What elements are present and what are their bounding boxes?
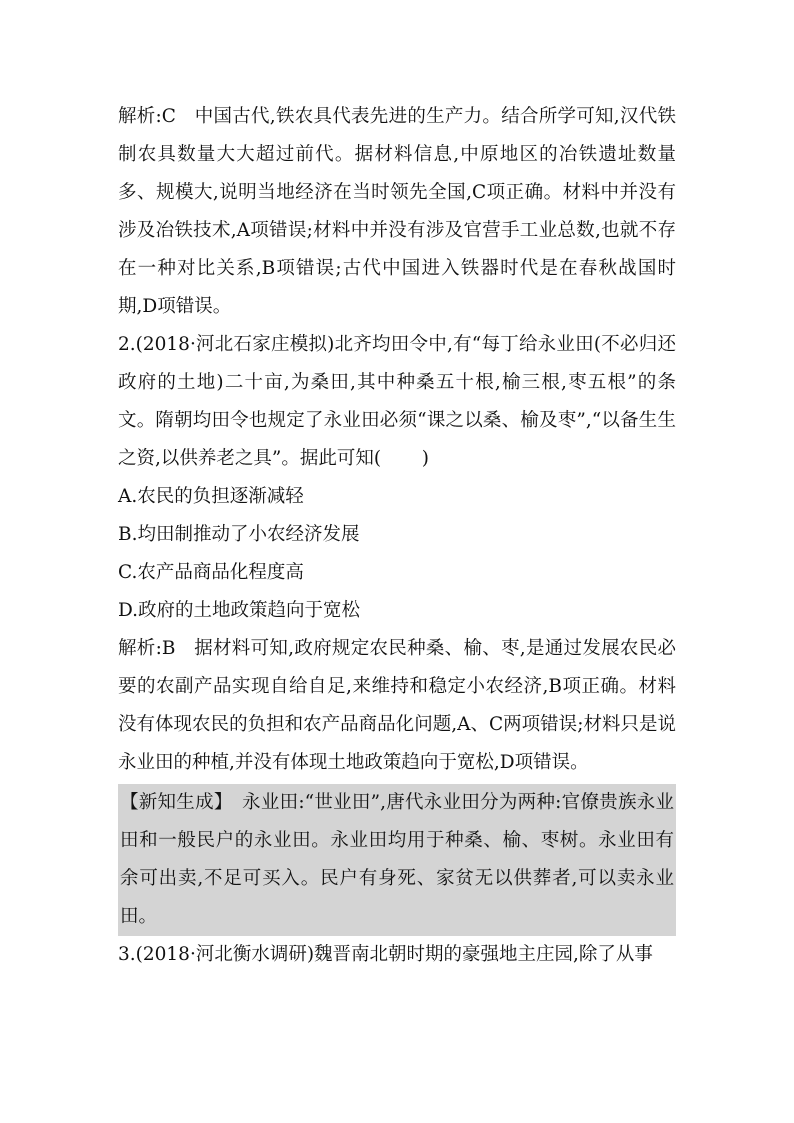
option-d: D.政府的土地政策趋向于宽松 <box>118 600 361 621</box>
new-knowledge-box <box>118 784 676 936</box>
new-knowledge-tag: 【新知生成】 <box>120 792 233 813</box>
analysis-2 <box>118 630 676 782</box>
analysis-1 <box>118 98 676 326</box>
new-knowledge-text: 永业田:“世业田”,唐代永业田分为两种:官僚贵族永业田和一般民户的永业田。永业田均用于种桑、榆、枣树。永业田有余可出卖,不足可买入。民户有身死、家贫无以供葬者,可以卖永业田。 <box>120 792 674 927</box>
analysis-1-text: 中国古代,铁农具代表先进的生产力。结合所学可知,汉代铁制农具数量大大超过前代。据材料信息,中原地区的冶铁遗址数量多、规模大,说明当地经济在当时领先全国,C项正确。材料中并没有涉及冶铁技术,A项错误;材料中并没有涉及官营手工业总数,也就不存在一种对比关系,B项错误;古代中国进入铁器时代是在春秋战国时期,D项错误。 <box>118 106 677 317</box>
option-b: B.均田制推动了小农经济发展 <box>118 524 360 545</box>
analysis-1-label: 解析:C <box>118 106 176 127</box>
question-2-stem <box>118 326 676 478</box>
question-3-stem: 3.(2018·河北衡水调研)魏晋南北朝时期的豪强地主庄园,除了从事 <box>118 944 653 965</box>
option-a: A.农民的负担逐渐减轻 <box>118 486 304 507</box>
option-c: C.农产品商品化程度高 <box>118 562 304 583</box>
question-2-stem-text: 2.(2018·河北石家庄模拟)北齐均田令中,有“每丁给永业田(不必归还政府的土地)二十亩,为桑田,其中种桑五十根,榆三根,枣五根”的条文。隋朝均田令也规定了永业田必须“课之以桑、榆及枣”,“以备生生之资,以供养老之具”。据此可知( <box>118 334 676 469</box>
question-2-stem-close: ) <box>421 448 429 469</box>
analysis-2-text: 据材料可知,政府规定农民种桑、榆、枣,是通过发展农民必要的农副产品实现自给自足,来维持和稳定小农经济,B项正确。材料没有体现农民的负担和农产品商品化问题,A、C两项错误;材料只是说永业田的种植,并没有体现土地政策趋向于宽松,D项错误。 <box>118 638 677 773</box>
analysis-2-label: 解析:B <box>118 638 176 659</box>
document-page <box>118 98 676 974</box>
